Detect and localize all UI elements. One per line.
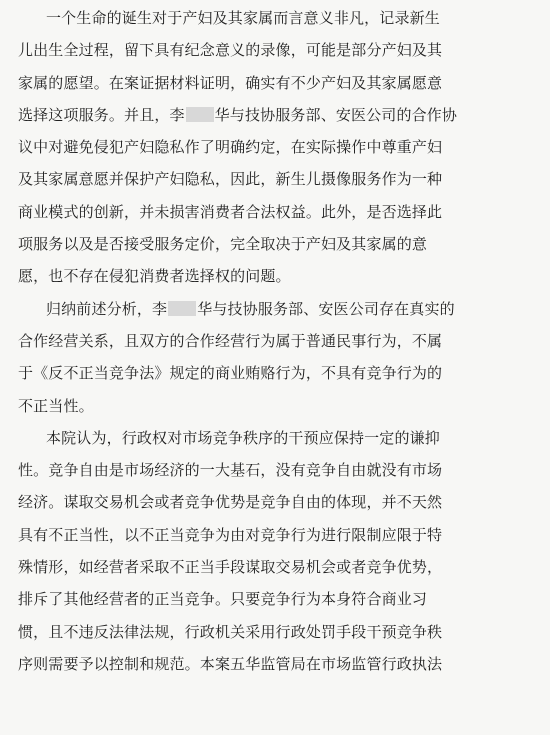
text-line-content: 殊情形，如经营者采取不正当手段谋取交易机会或者竞争优势， <box>18 558 443 577</box>
text-line-content: 合作经营关系，且双方的合作经营行为属于普通民事行为，不属 <box>18 331 443 350</box>
text-line-content: 家属的愿望。在案证据材料证明，确实有不少产妇及其家属愿意 <box>18 73 443 92</box>
text-line <box>18 163 538 195</box>
text-line-content: 序则需要予以控制和规范。本案五华监管局在市场监管行政执法 <box>18 654 443 673</box>
text-line-content: 华与技协服务部、安医公司的合作协 <box>214 105 458 124</box>
text-line <box>18 228 538 260</box>
text-line-content: 性。竞争自由是市场经济的一大基石，没有竞争自由就没有市场 <box>18 461 443 480</box>
text-line-content: 愿，也不存在侵犯消费者选择权的问题。 <box>18 267 291 286</box>
text-line-content: 及其家属意愿并保护产妇隐私，因此，新生儿摄像服务作为一种 <box>18 170 443 189</box>
text-line <box>18 67 538 99</box>
text-line-content: 不正当性。 <box>18 396 94 415</box>
text-line-content: 归纳前述分析，李 <box>46 299 168 318</box>
text-line <box>18 2 538 34</box>
text-line-content: 本院认为，行政权对市场竞争秩序的干预应保持一定的谦抑 <box>46 428 440 447</box>
text-line-content: 排斥了其他经营者的正当竞争。只要竞争行为本身符合商业习 <box>18 590 428 609</box>
text-line-content: 经济。谋取交易机会或者竞争优势是竞争自由的体现，并不天然 <box>18 493 443 512</box>
text-line-content: 商业模式的创新，并未损害消费者合法权益。此外，是否选择此 <box>18 202 443 221</box>
text-line <box>18 486 538 518</box>
text-line <box>18 551 538 583</box>
body-text <box>18 2 538 732</box>
text-line <box>18 422 538 454</box>
text-line <box>18 616 538 648</box>
text-line-content: 议中对避免侵犯产妇隐私作了明确约定，在实际操作中尊重产妇 <box>18 138 443 157</box>
text-line <box>18 293 538 325</box>
text-line-content: 儿出生全过程，留下具有纪念意义的录像，可能是部分产妇及其 <box>18 41 443 60</box>
redaction-block <box>186 107 214 122</box>
text-line <box>18 325 538 357</box>
text-line <box>18 390 538 422</box>
text-line-content: 于《反不正当竞争法》规定的商业贿赂行为，不具有竞争行为的 <box>18 364 443 383</box>
text-line <box>18 454 538 486</box>
text-line <box>18 583 538 615</box>
text-line-content: 项服务以及是否接受服务定价，完全取决于产妇及其家属的意 <box>18 235 428 254</box>
text-line-content: 一个生命的诞生对于产妇及其家属而言意义非凡，记录新生 <box>46 9 440 27</box>
text-line <box>18 99 538 131</box>
text-line <box>18 131 538 163</box>
text-line <box>18 196 538 228</box>
text-line <box>18 519 538 551</box>
text-line <box>18 357 538 389</box>
text-line-content: 具有不正当性，以不正当竞争为由对竞争行为进行限制应限于特 <box>18 525 443 544</box>
text-line <box>18 648 538 680</box>
text-line-content: 惯，且不违反法律法规，行政机关采用行政处罚手段干预竞争秩 <box>18 622 443 641</box>
text-line <box>18 34 538 66</box>
text-line <box>18 260 538 292</box>
text-line-content: 选择这项服务。并且，李 <box>18 105 185 124</box>
text-line-content: 华与技协服务部、安医公司存在真实的 <box>197 299 455 318</box>
redaction-block <box>168 301 196 316</box>
